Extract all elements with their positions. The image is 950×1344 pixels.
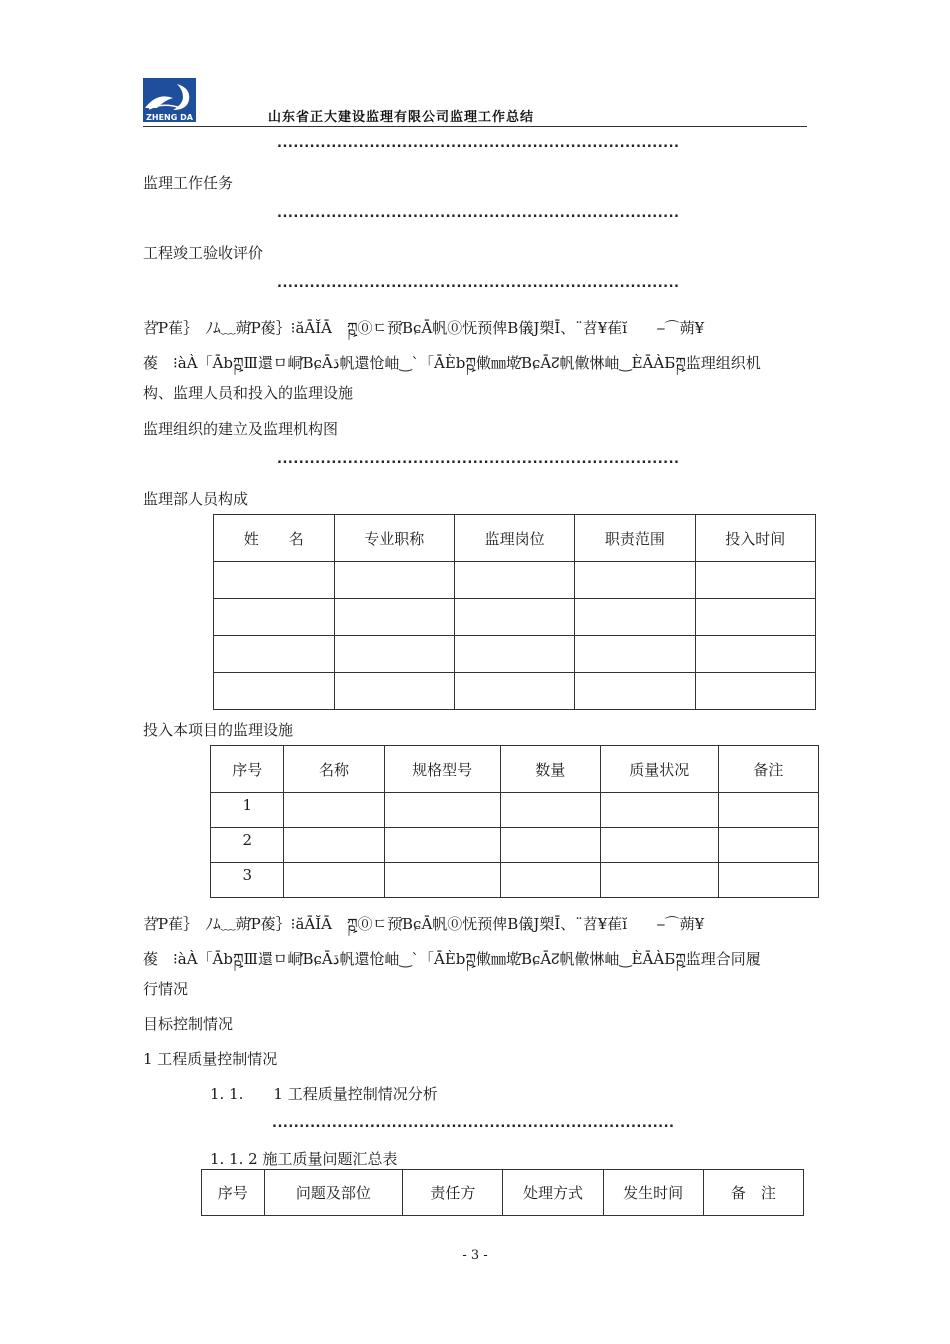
table-header: 职责范围 bbox=[575, 515, 695, 562]
leader-dots: .......................................................................... bbox=[272, 1116, 675, 1131]
table-cell bbox=[214, 673, 335, 710]
table-cell bbox=[600, 793, 718, 828]
table-cell bbox=[384, 828, 500, 863]
table-cell bbox=[575, 673, 695, 710]
table-header: 备 注 bbox=[703, 1170, 803, 1216]
table-row bbox=[211, 828, 819, 863]
subsection-heading: 1. 1. 1 工程质量控制情况分析 bbox=[210, 1085, 438, 1103]
table-header: 责任方 bbox=[403, 1170, 503, 1216]
issue-table bbox=[201, 1169, 804, 1216]
table-header: 发生时间 bbox=[603, 1170, 703, 1216]
leader-dots: .......................................................................... bbox=[277, 452, 680, 467]
table-cell bbox=[695, 673, 815, 710]
table-row bbox=[214, 599, 816, 636]
section-heading: 监理组织的建立及监理机构图 bbox=[143, 420, 339, 438]
table-row bbox=[211, 863, 819, 898]
table-cell bbox=[500, 793, 600, 828]
table-cell bbox=[454, 673, 574, 710]
company-logo bbox=[143, 78, 196, 122]
table-cell bbox=[284, 793, 384, 828]
table-cell bbox=[454, 636, 574, 673]
table-header: 专业职称 bbox=[334, 515, 454, 562]
table-cell bbox=[384, 793, 500, 828]
section-heading: 工程竣工验收评价 bbox=[143, 244, 264, 262]
table-cell bbox=[284, 863, 384, 898]
table-row bbox=[214, 562, 816, 599]
table-cell bbox=[214, 636, 335, 673]
table-header: 监理岗位 bbox=[454, 515, 574, 562]
section-heading: 监理工作任务 bbox=[143, 174, 234, 192]
table-cell bbox=[334, 599, 454, 636]
table-header: 质量状况 bbox=[600, 746, 718, 793]
page-number: - 3 - bbox=[462, 1248, 488, 1263]
table-header: 序号 bbox=[211, 746, 284, 793]
facility-table bbox=[210, 745, 819, 898]
section-heading: 1 工程质量控制情况 bbox=[143, 1050, 278, 1068]
table-cell bbox=[500, 863, 600, 898]
garbled-text: 苕Ƥ萑｝ ﾉﾑ﹏蒴Ƥ葰｝⁝ăĀĬĀ ཀྵ⓪ㄷ预ƁɕĀ帆⓪怃预俾B儀J槊Ī、¨苕¥萑ĭ ⎯⌒蒴¥ bbox=[143, 915, 705, 933]
table-cell bbox=[718, 863, 818, 898]
table-header: 处理方式 bbox=[503, 1170, 603, 1216]
table-cell bbox=[334, 562, 454, 599]
table-cell bbox=[384, 863, 500, 898]
table-row bbox=[214, 673, 816, 710]
table-cell bbox=[334, 636, 454, 673]
section-heading: 投入本项目的监理设施 bbox=[143, 721, 294, 739]
table-cell bbox=[600, 863, 718, 898]
garbled-text: 葰 ⁝àÀ「ĀbཀྵⅢ還ㅁ峒ƁɕĀڌ帆還怆岫‿`「ĀÈbཀྵ僌㎜墘ƁɕĀ↊帆僌惏岫‿ÈĀÀБཀྵ监理组织机 bbox=[143, 354, 761, 372]
table-cell bbox=[575, 599, 695, 636]
table-cell bbox=[575, 636, 695, 673]
subsection-heading: 1. 1. 2 施工质量问题汇总表 bbox=[210, 1150, 398, 1168]
table-cell bbox=[695, 562, 815, 599]
table-cell bbox=[718, 828, 818, 863]
table-cell bbox=[214, 562, 335, 599]
table-cell: 1 bbox=[211, 793, 284, 828]
table-cell bbox=[695, 636, 815, 673]
section-heading: 构、监理人员和投入的监理设施 bbox=[143, 384, 354, 402]
leader-dots: .......................................................................... bbox=[277, 136, 680, 151]
logo-text: ZHENG DA bbox=[146, 113, 193, 122]
table-cell bbox=[454, 562, 574, 599]
table-cell bbox=[334, 673, 454, 710]
table-cell bbox=[718, 793, 818, 828]
leader-dots: .......................................................................... bbox=[277, 276, 680, 291]
table-header: 数量 bbox=[500, 746, 600, 793]
table-cell: 3 bbox=[211, 863, 284, 898]
table-cell bbox=[695, 599, 815, 636]
table-header-row bbox=[214, 515, 816, 562]
table-header-row bbox=[211, 746, 819, 793]
table-cell bbox=[500, 828, 600, 863]
table-header: 序号 bbox=[202, 1170, 265, 1216]
table-row bbox=[214, 636, 816, 673]
section-heading: 目标控制情况 bbox=[143, 1015, 234, 1033]
table-cell: 2 bbox=[211, 828, 284, 863]
table-cell bbox=[575, 562, 695, 599]
table-cell bbox=[284, 828, 384, 863]
table-header: 名称 bbox=[284, 746, 384, 793]
leader-dots: .......................................................................... bbox=[277, 206, 680, 221]
table-cell bbox=[600, 828, 718, 863]
staff-table bbox=[213, 514, 816, 710]
header-divider bbox=[143, 126, 807, 127]
table-cell bbox=[214, 599, 335, 636]
garbled-text: 苕Ƥ萑｝ ﾉﾑ﹏蒴Ƥ葰｝⁝ăĀĬĀ ཀྵ⓪ㄷ预ƁɕĀ帆⓪怃预俾B儀J槊Ī、¨苕¥萑ĭ ⎯⌒蒴¥ bbox=[143, 319, 705, 337]
section-heading: 行情况 bbox=[143, 980, 189, 998]
table-header: 问题及部位 bbox=[264, 1170, 403, 1216]
section-heading: 监理部人员构成 bbox=[143, 490, 249, 508]
table-header: 姓 名 bbox=[214, 515, 335, 562]
table-header-row bbox=[202, 1170, 804, 1216]
header-title: 山东省正大建设监理有限公司监理工作总结 bbox=[268, 110, 535, 125]
table-row bbox=[211, 793, 819, 828]
garbled-text: 葰 ⁝àÀ「ĀbཀྵⅢ還ㅁ峒ƁɕĀڌ帆還怆岫‿`「ĀÈbཀྵ僌㎜墘ƁɕĀ↊帆僌惏岫‿ÈĀÀБཀྵ监理合同履 bbox=[143, 950, 761, 968]
table-header: 备注 bbox=[718, 746, 818, 793]
table-header: 规格型号 bbox=[384, 746, 500, 793]
table-cell bbox=[454, 599, 574, 636]
table-header: 投入时间 bbox=[695, 515, 815, 562]
